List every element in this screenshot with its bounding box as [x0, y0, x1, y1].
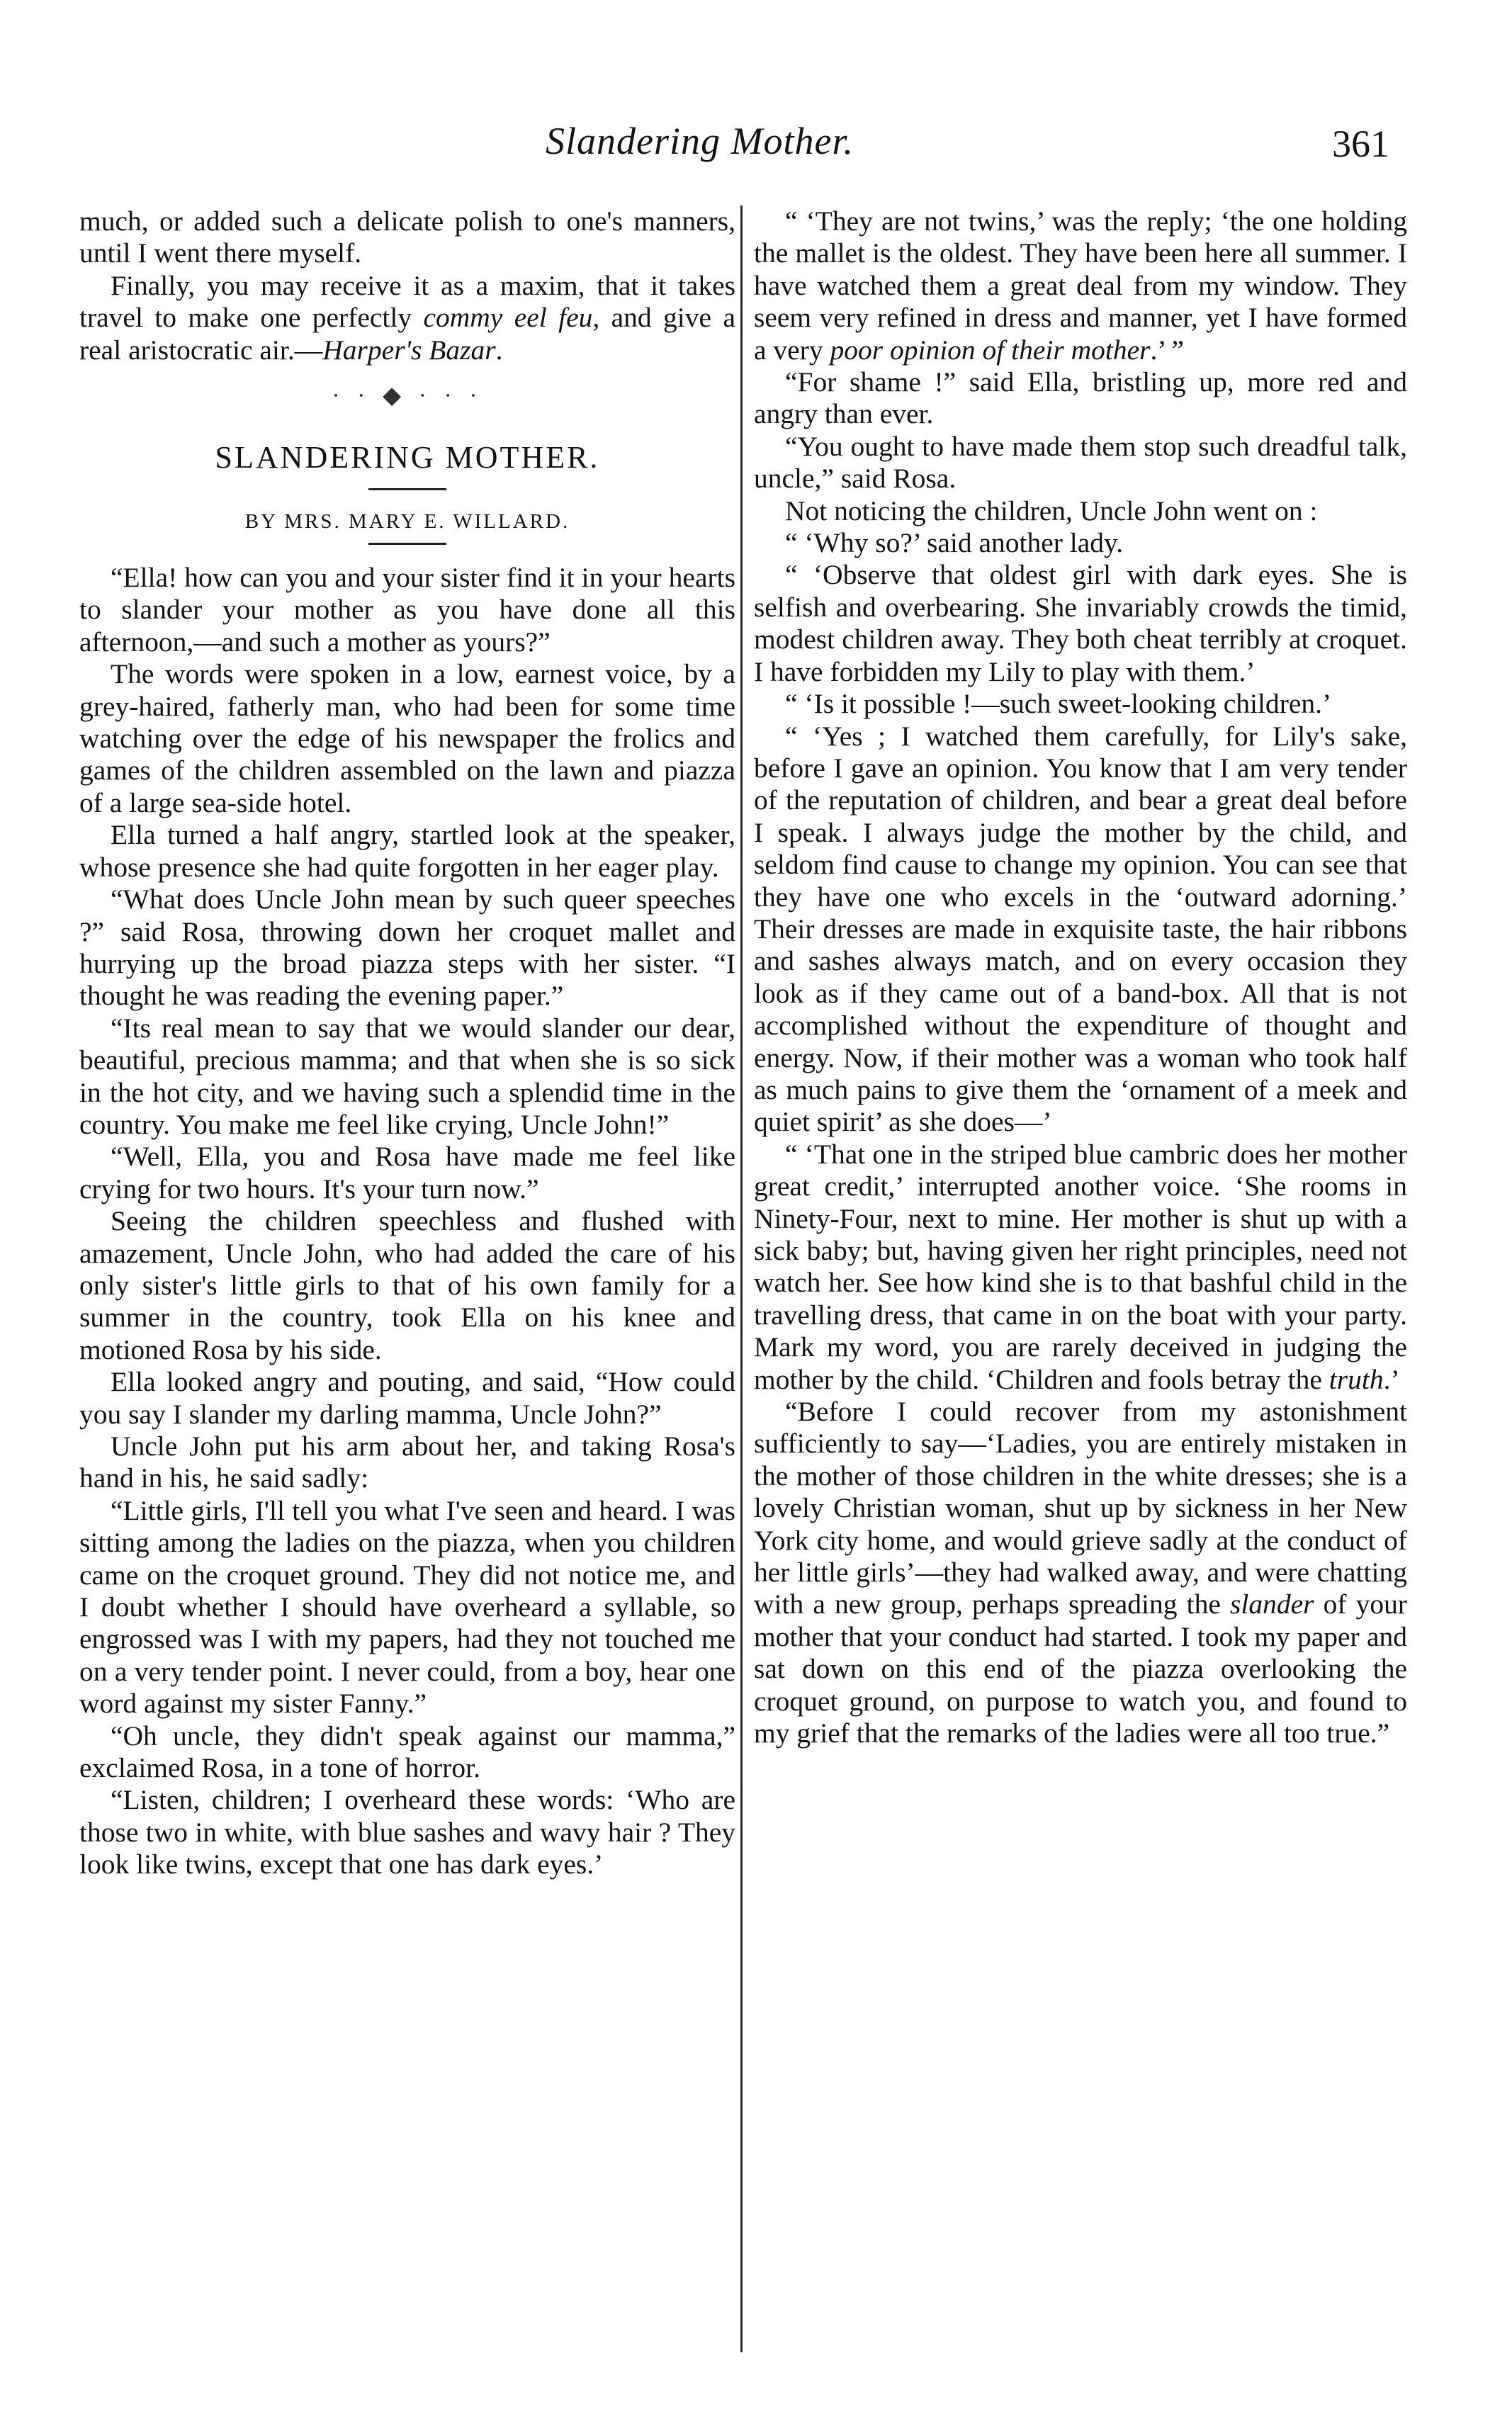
paragraph: “Well, Ella, you and Rosa have made me feel like crying for two hours. It's your turn now.” — [79, 1141, 735, 1204]
article-title: SLANDERING MOTHER. — [215, 440, 600, 475]
paragraph — [79, 270, 735, 366]
byline: BY MRS. MARY E. WILLARD. — [244, 510, 570, 534]
paragraph — [754, 1396, 1407, 1749]
text-run: , and give a real aristocratic air.— — [79, 302, 735, 366]
text-run: “ ‘That one in the striped blue cambric does her mother great credit,’ interrupted another voice. ‘She rooms in Ninety-Four, next to mine. Her mother is shut up with a sick baby; but, having given her right principles, need not watch her. See how kind she is to that bashful child in the travelling dress, that came in on the boat with your party. Mark my word, you are rarely deceived in judging the mother by the child. ‘Children and fools betray the — [754, 1138, 1407, 1395]
paragraph: Uncle John put his arm about her, and taking Rosa's hand in his, he said sadly: — [79, 1431, 735, 1494]
text-run: “ ‘They are not twins,’ was the reply; ‘the one holding the mallet is the oldest. They have been here all summer. I have watched them a great deal from my window. They seem very refined in dress and manner, yet I have formed a very — [754, 205, 1407, 366]
paragraph: “What does Uncle John mean by such queer speeches ?” said Rosa, throwing down her croquet mallet and hurrying up the broad piazza steps with her sister. “I thought he was reading the evening paper.” — [79, 884, 735, 1012]
paragraph: “Its real mean to say that we would slander our dear, beautiful, precious mamma; and that when she is so sick in the hot city, and we having such a splendid time in the country. You make me feel like crying, Uncle John!” — [79, 1012, 735, 1140]
left-column — [79, 205, 735, 1881]
paragraph: The words were spoken in a low, earnest voice, by a grey-haired, fatherly man, who had been for some time watching over the edge of his newspaper the frolics and games of the children assembled on the lawn and piazza of a large sea-side hotel. — [79, 658, 735, 818]
italic-word: slander — [1229, 1589, 1314, 1620]
paragraph: “ ‘Yes ; I watched them carefully, for Lily's sake, before I gave an opinion. You know that I am very tender of the reputation of children, and bear a great deal before I speak. I always judge the mother by the child, and seldom find cause to change my opinion. You can see that they have one who excels in the ‘outward adorning.’ Their dresses are made in exquisite taste, the hair ribbons and sashes always match, and on every occasion they look as if they came out of a band-box. All that is not accomplished without the expenditure of thought and energy. Now, if their mother was a woman who took half as much pains to give them the ‘ornament of a meek and quiet spirit’ as she does—’ — [754, 720, 1407, 1138]
paragraph: Ella turned a half angry, startled look at the speaker, whose presence she had quite forgotten in her eager play. — [79, 819, 735, 883]
text-run: of your mother that your conduct had started. I took my paper and sat down on this end of the piazza overlooking the croquet ground, on purpose to watch you, and found to my grief that the remarks of the ladies were all too true.” — [754, 1589, 1407, 1749]
running-head — [0, 119, 1512, 176]
paragraph: “For shame !” said Ella, bristling up, more red and angry than ever. — [754, 366, 1407, 430]
text-run: “Before I could recover from my astonishment sufficiently to say—‘Ladies, you are entirely mistaken in the mother of those children in the white dresses; she is a lovely Christian woman, shut up by sickness in her New York city home, and would grieve sadly at the conduct of her little girls’—they had walked away, and were chatting with a new group, perhaps spreading the — [754, 1396, 1407, 1620]
page-number: 361 — [1332, 123, 1389, 165]
paragraph: “ ‘Why so?’ said another lady. — [785, 527, 1124, 559]
paragraph: “You ought to have made them stop such dreadful talk, uncle,” said Rosa. — [754, 430, 1407, 495]
paragraph: Ella looked angry and pouting, and said, “How could you say I slander my darling mamma, Uncle John?” — [79, 1366, 735, 1430]
title-rule — [368, 488, 446, 490]
paragraph: “Listen, children; I overheard these words: ‘Who are those two in white, with blue sashes and wavy hair ? They look like twins, except that one has dark eyes.’ — [79, 1784, 735, 1880]
paragraph: “ ‘Is it possible !—such sweet-looking children.’ — [785, 688, 1332, 720]
paragraph: much, or added such a delicate polish to one's manners, until I went there myself. — [79, 205, 735, 269]
paragraph: Not noticing the children, Uncle John went on : — [785, 495, 1318, 526]
paragraph — [754, 1139, 1407, 1396]
text-run: Finally, you may receive it as a maxim, that it takes travel to make one perfectly — [79, 269, 735, 334]
text-run: .’ ” — [1150, 334, 1185, 366]
paragraph — [754, 205, 1407, 366]
paragraph: Seeing the children speechless and flushed with amazement, Uncle John, who had added the care of his only sister's little girls to that of his own family for a summer in the country, took Ella on his knee and motioned Rosa by his side. — [79, 1205, 735, 1365]
right-column — [754, 205, 1407, 1750]
italic-phrase: poor opinion of their mother — [830, 334, 1151, 366]
source-citation: Harper's Bazar — [322, 334, 496, 366]
paragraph: “Little girls, I'll tell you what I've seen and heard. I was sitting among the ladies on the piazza, when you children came on the croquet ground. They did not notice me, and I doubt whether I should have overheard a syllable, so engrossed was I with my papers, had they not touched me on a very tender point. I never could, from a boy, hear one word against my sister Fanny.” — [79, 1494, 735, 1720]
running-title: Slandering Mother. — [546, 120, 854, 162]
italic-word: truth — [1328, 1363, 1384, 1395]
byline-rule — [368, 543, 446, 545]
section-ornament: · · ◆ · · · — [332, 383, 483, 410]
paragraph: “ ‘Observe that oldest girl with dark eyes. She is selfish and overbearing. She invariably crowds the timid, modest children away. They both cheat terribly at croquet. I have forbidden my Lily to play with them.’ — [754, 559, 1407, 687]
text-run: . — [495, 334, 503, 366]
column-divider — [740, 205, 743, 2352]
paragraph: “Oh uncle, they didn't speak against our mamma,” exclaimed Rosa, in a tone of horror. — [79, 1720, 735, 1784]
text-run: .’ — [1383, 1363, 1400, 1395]
paragraph: “Ella! how can you and your sister find it in your hearts to slander your mother as you have done all this afternoon,—and such a mother as yours?” — [79, 562, 735, 658]
italic-phrase: commy eel feu — [423, 302, 593, 334]
